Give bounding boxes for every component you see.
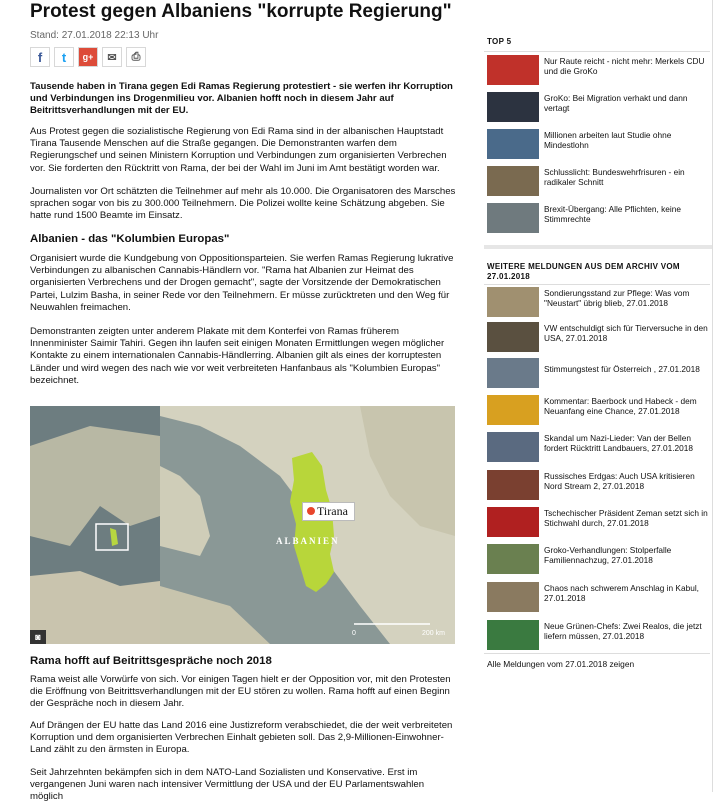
thumbnail-image	[487, 582, 539, 612]
thumbnail-image	[487, 92, 539, 122]
thumbnail-image	[487, 544, 539, 574]
thumbnail-image	[487, 395, 539, 425]
scale-start: 0	[352, 630, 356, 637]
country-label: ALBANIEN	[276, 536, 340, 546]
paragraph-6: Auf Drängen der EU hatte das Land 2016 eine Justizreform verabschiedet, die der weit verbreiteten Korruption und dem organisierten Verbrechen Einhalt gebieten soll. Das 2,9-Millionen-Einwohner-Land zählt zu den ärmsten in Europa.	[30, 720, 453, 756]
map-image[interactable]	[30, 406, 455, 644]
archive-item[interactable]	[484, 620, 710, 653]
archive-item[interactable]	[484, 287, 710, 320]
top5-item[interactable]	[484, 166, 710, 199]
thumbnail-image	[487, 129, 539, 159]
map-graphic	[30, 406, 455, 644]
all-news-link[interactable]: Alle Meldungen vom 27.01.2018 zeigen	[487, 659, 635, 669]
top5-item-label: Millionen arbeiten laut Studie ohne Mindestlohn	[544, 130, 672, 151]
thumbnail-image	[487, 432, 539, 462]
archive-heading: WEITERE MELDUNGEN AUS DEM ARCHIV VOM 27.01.2018	[487, 262, 680, 281]
paragraph-3: Organisiert wurde die Kundgebung von Oppositionsparteien. Sie werfen Ramas Regierung lukrative Verbindungen zu albanischen Cannabis-Händlern vor. "Rama hat Albanien zur Heimat des organisierten Verbrechens und der Drogen gemacht", sagte der Vorsitzende der Demokratischen Partei, Lulzim Basha, in seiner Rede vor den Teilnehmern. Er müsse zurücktreten und den Weg für Neuwahlen freimachen.	[30, 253, 454, 313]
city-marker	[302, 502, 355, 521]
thumbnail-image	[487, 507, 539, 537]
thumbnail-image	[487, 55, 539, 85]
mail-icon[interactable]: ✉	[102, 47, 122, 67]
paragraph-2: Journalisten vor Ort schätzten die Teilnehmer auf mehr als 10.000. Die Organisatoren des Marsches sprachen sogar von bis zu 300.000 Teilnehmern. Die Polizei wollte keine Schätzung abgeben. Sie hatte rund 1500 Beamte im Einsatz.	[30, 186, 456, 222]
archive-item-label: Sondierungsstand zur Pflege: Was vom "Neustart" übrig blieb, 27.01.2018	[544, 288, 690, 309]
thumbnail-image	[487, 166, 539, 196]
thumbnail-image	[487, 322, 539, 352]
top5-item[interactable]	[484, 55, 710, 88]
archive-item[interactable]	[484, 395, 710, 428]
paragraph-5: Rama weist alle Vorwürfe von sich. Vor einigen Tagen hielt er der Opposition vor, mit den Protesten die Eröffnung von Beitrittsverhandlungen mit der EU stören zu wollen. Rama hofft auf einen Beginn der Gespräche noch in diesem Jahr.	[30, 674, 451, 710]
share-bar	[30, 47, 146, 67]
facebook-icon[interactable]: f	[30, 47, 50, 67]
paragraph-7: Seit Jahrzehnten bekämpfen sich in dem NATO-Land Sozialisten und Konservative. Erst im vergangenen Juni waren nach intensiver Vermittlung der USA und der EU Parlamentswahlen möglich	[30, 767, 425, 803]
archive-item[interactable]	[484, 470, 710, 503]
archive-item[interactable]	[484, 432, 710, 465]
scrollbar[interactable]	[712, 0, 718, 792]
top5-item-label: Brexit-Übergang: Alle Pflichten, keine Stimmrechte	[544, 204, 681, 225]
thumbnail-image	[487, 620, 539, 650]
thumbnail-image	[487, 470, 539, 500]
top5-item[interactable]	[484, 92, 710, 125]
top5-item-label: Schlusslicht: Bundeswehrfrisuren - ein radikaler Schnitt	[544, 167, 685, 188]
page-title: Protest gegen Albaniens "korrupte Regierung"	[30, 1, 452, 22]
archive-item-label: Russisches Erdgas: Auch USA kritisieren Nord Stream 2, 27.01.2018	[544, 471, 695, 492]
thumbnail-image	[487, 358, 539, 388]
archive-item[interactable]	[484, 544, 710, 577]
archive-item[interactable]	[484, 358, 710, 391]
archive-item[interactable]	[484, 582, 710, 615]
archive-item[interactable]	[484, 322, 710, 355]
city-label: Tirana	[317, 504, 348, 518]
archive-item-label: Chaos nach schwerem Anschlag in Kabul, 27.01.2018	[544, 583, 699, 604]
paragraph-4: Demonstranten zeigten unter anderem Plakate mit dem Konterfei von Ramas früherem Innenminister Saimir Tahiri. Gegen ihn laufen seit einigen Monaten Ermittlungen wegen möglicher Kontakte zu einem internationalen Cannabis-Händlerring. Albanien gilt als eines der korruptesten Länder und wird wegen des nach wie vor weit verbreiteten Hanfanbaus als "Kolumbien Europas" bezeichnet.	[30, 326, 445, 386]
camera-icon[interactable]: ◙	[30, 630, 46, 644]
googleplus-icon[interactable]: g+	[78, 47, 98, 67]
twitter-icon[interactable]: t	[54, 47, 74, 67]
subheading-1: Albanien - das "Kolumbien Europas"	[30, 233, 230, 245]
archive-item-label: Groko-Verhandlungen: Stolperfalle Familiennachzug, 27.01.2018	[544, 545, 672, 566]
archive-item-label: Skandal um Nazi-Lieder: Van der Bellen fordert Rücktritt Landbauers, 27.01.2018	[544, 433, 693, 454]
city-dot-icon	[307, 507, 315, 515]
subheading-2: Rama hofft auf Beitrittsgespräche noch 2018	[30, 655, 272, 667]
scale-end: 200 km	[422, 630, 445, 637]
top5-heading: TOP 5	[487, 37, 512, 46]
print-icon[interactable]: ⎙	[126, 47, 146, 67]
lead-paragraph: Tausende haben in Tirana gegen Edi Ramas Regierung protestiert - sie werfen ihr Korruption und Verbindungen ins Drogenmilieu vor. Albanien hofft noch in diesem Jahr auf Beitrittsverhandlungen mit der EU.	[30, 81, 453, 117]
paragraph-1: Aus Protest gegen die sozialistische Regierung von Edi Rama sind in der albanischen Hauptstadt Tirana Tausende Menschen auf die Straße gegangen. Die Demonstranten warfen dem Regierungschef und seinen Ministern Korruption und Verbindungen zum organisierten Verbrechen vor. Sie forderten den Rücktritt von Rama, der bei der Wahl im Juni im Amt bestätigt worden war.	[30, 126, 447, 174]
archive-item-label: VW entschuldigt sich für Tierversuche in den USA, 27.01.2018	[544, 323, 708, 344]
archive-item-label: Kommentar: Baerbock und Habeck - dem Neuanfang eine Chance, 27.01.2018	[544, 396, 697, 417]
archive-item-label: Neue Grünen-Chefs: Zwei Realos, die jetzt liefern müssen, 27.01.2018	[544, 621, 702, 642]
archive-item-label: Stimmungstest für Österreich , 27.01.2018	[544, 364, 700, 374]
top5-item-label: Nur Raute reicht - nicht mehr: Merkels CDU und die GroKo	[544, 56, 705, 77]
archive-item-label: Tschechischer Präsident Zeman setzt sich in Stichwahl durch, 27.01.2018	[544, 508, 708, 529]
top5-item-label: GroKo: Bei Migration verhakt und dann vertagt	[544, 93, 688, 114]
thumbnail-image	[487, 287, 539, 317]
top5-item[interactable]	[484, 203, 710, 236]
top5-item[interactable]	[484, 129, 710, 162]
archive-item[interactable]	[484, 507, 710, 540]
dateline: Stand: 27.01.2018 22:13 Uhr	[30, 30, 159, 41]
thumbnail-image	[487, 203, 539, 233]
